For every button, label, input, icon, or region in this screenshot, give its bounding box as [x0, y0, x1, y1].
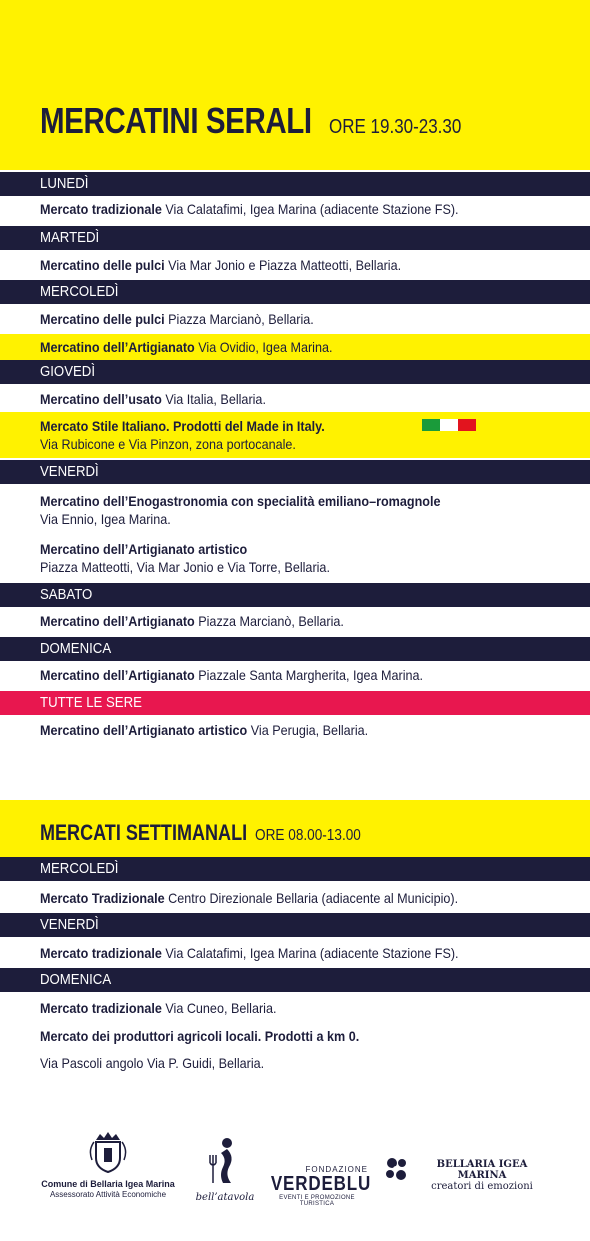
market-entry: Mercatino delle pulci Piazza Marcianò, Bellaria. — [40, 311, 314, 327]
market-entry: Via Pascoli angolo Via P. Guidi, Bellaria. — [40, 1055, 265, 1071]
weekly-title: MERCATI SETTIMANALI — [40, 820, 248, 845]
market-entry: Mercato dei produttori agricoli locali. Prodotti a km 0. — [40, 1028, 360, 1044]
sponsor-logos — [0, 1125, 590, 1215]
day-header-monday: LUNEDÌ — [0, 172, 590, 196]
mermaid-fork-icon — [207, 1135, 243, 1187]
flower-icon — [382, 1155, 412, 1185]
market-entry-highlight: Mercato Stile Italiano. Prodotti del Made in Italy. Via Rubicone e Via Pinzon, zona portocanale. — [0, 412, 590, 458]
market-entry: Mercato Tradizionale Centro Direzionale Bellaria (adiacente al Municipio). — [40, 890, 459, 906]
day-header-thursday: GIOVEDÌ — [0, 360, 590, 384]
evening-title: MERCATINI SERALI — [40, 100, 312, 141]
market-entry: Mercato tradizionale Via Calatafimi, Igea Marina (adiacente Stazione FS). — [40, 945, 459, 961]
header-band — [0, 0, 590, 170]
market-entry: Mercatino dell’Artigianato Piazzale Santa Margherita, Igea Marina. — [40, 667, 424, 683]
comune-logo: Comune di Bellaria Igea Marina Assessorato Attività Economiche — [38, 1130, 178, 1200]
market-entry-highlight: Mercatino dell’Artigianato Via Ovidio, Igea Marina. — [0, 334, 590, 360]
bellatavola-logo: bell’atavola — [190, 1135, 260, 1203]
italian-flag-icon — [422, 419, 476, 431]
day-header-friday: VENERDÌ — [0, 913, 590, 937]
coat-of-arms-icon — [88, 1130, 128, 1174]
evening-title-row — [40, 100, 485, 142]
market-entry: Mercato tradizionale Via Calatafimi, Igea Marina (adiacente Stazione FS). — [40, 201, 459, 217]
day-header-every-evening: TUTTE LE SERE — [0, 691, 590, 715]
market-entry: Mercatino dell’Enogastronomia con specialità emiliano–romagnole Via Ennio, Igea Marina. — [40, 493, 441, 527]
bellaria-igea-marina-logo: BELLARIA IGEA MARINA creatori di emozioni — [382, 1155, 552, 1192]
weekly-hours: ORE 08.00-13.00 — [254, 827, 361, 844]
weekly-title-row — [40, 820, 379, 846]
market-entry: Mercatino dell’Artigianato artistico Piazza Matteotti, Via Mar Jonio e Via Torre, Bellaria. — [40, 541, 330, 575]
day-header-saturday: SABATO — [0, 583, 590, 607]
market-entry: Mercato tradizionale Via Cuneo, Bellaria. — [40, 1000, 277, 1016]
verdeblu-logo: FONDAZIONE VERDEBLU EVENTI E PROMOZIONE TURISTICA — [270, 1165, 372, 1207]
market-entry: Mercatino delle pulci Via Mar Jonio e Piazza Matteotti, Bellaria. — [40, 257, 402, 273]
day-header-sunday: DOMENICA — [0, 637, 590, 661]
day-header-friday: VENERDÌ — [0, 460, 590, 484]
day-header-wednesday: MERCOLEDÌ — [0, 857, 590, 881]
day-header-tuesday: MARTEDÌ — [0, 226, 590, 250]
market-entry: Mercatino dell’Artigianato artistico Via Perugia, Bellaria. — [40, 722, 369, 738]
day-header-sunday: DOMENICA — [0, 968, 590, 992]
evening-hours: ORE 19.30-23.30 — [329, 116, 462, 138]
market-entry: Mercatino dell’Artigianato Piazza Marcianò, Bellaria. — [40, 613, 344, 629]
day-header-wednesday: MERCOLEDÌ — [0, 280, 590, 304]
market-entry: Mercatino dell’usato Via Italia, Bellaria. — [40, 391, 266, 407]
